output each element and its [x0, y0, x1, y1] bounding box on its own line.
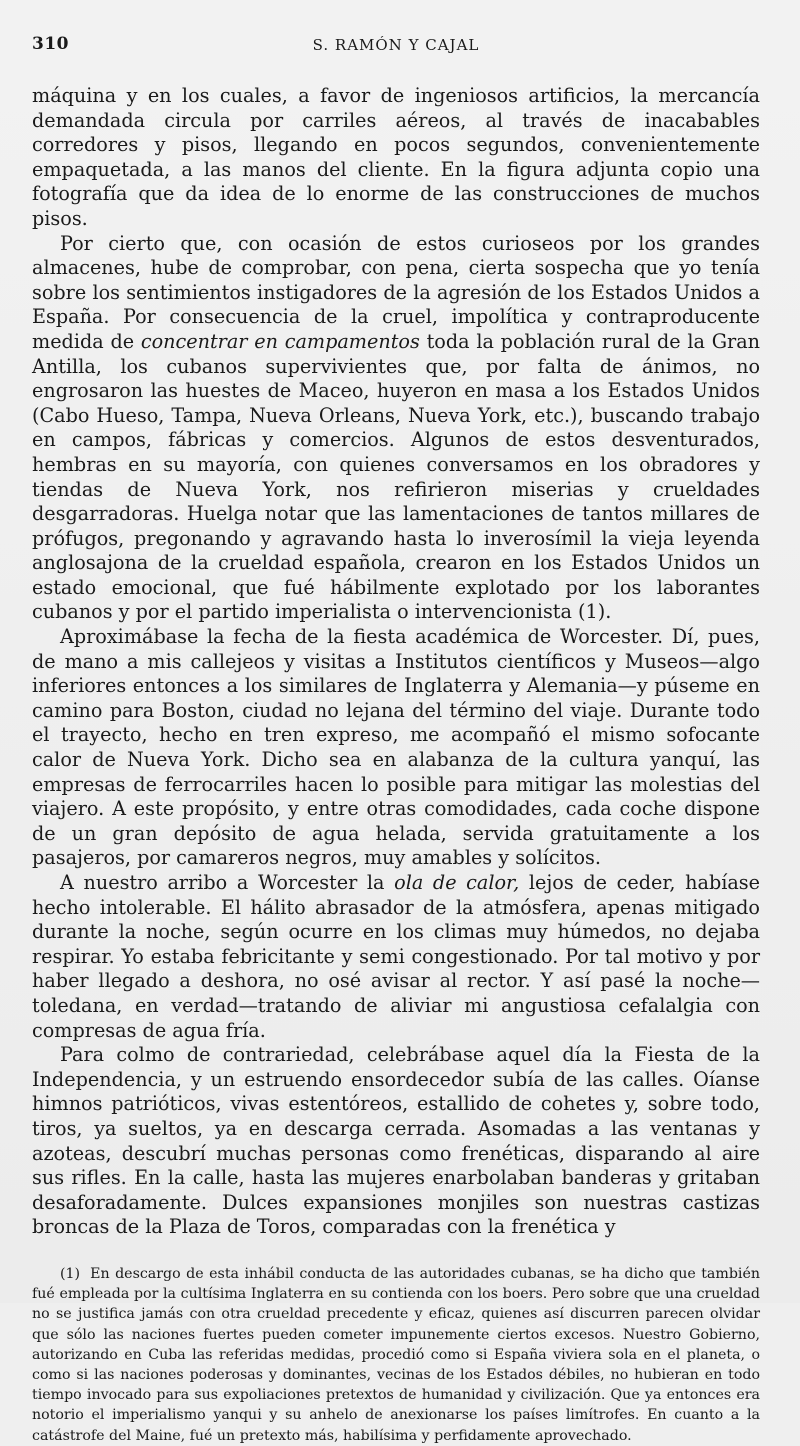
- footnote-marker: (1): [60, 1265, 81, 1282]
- footnote-text: En descargo de esta inhábil conducta de las autoridades cubanas, se ha dicho que también fué empleada por la cultísima Inglaterra en su contienda con los boers. Pero sobre que una crueldad no se justifica jamás con otra crueldad precedente y eficaz, quienes así discurren parecen olvidar que sólo las naciones fuertes pueden cometer impunemente ciertos excesos. Nuestro Gobierno, autorizando en Cuba las referidas medidas, procedió como si España viviera sola en el planeta, o como si las naciones poderosas y dominantes, vecinas de los Estados débiles, no hubieran en todo tiempo invocado para sus expoliaciones pretextos de humanidad y civilización. Que ya entonces era notorio el imperialismo yanqui y su anhelo de anexionarse los países limítrofes. En cuanto a la catástrofe del Maine, fué un pretexto más, habilísima y perfidamente aprovechado.: [32, 1265, 760, 1444]
- body-text: [32, 84, 760, 1240]
- paragraph-text: A nuestro arribo a Worcester la: [60, 871, 395, 894]
- emphasis-text: ola de calor,: [394, 871, 520, 894]
- emphasis-text: concentrar en campamentos: [140, 329, 420, 353]
- paragraph-text: Por cierto que, con ocasión de estos curioseos por los grandes almacenes, hube de comprobar, con pena, cierta sospecha que yo tenía sobre los sentimientos instigadores de la agresión de los Estados Unidos a España. Por consecuencia de la cruel, impolítica y contraproducente medida de: [32, 231, 760, 353]
- paragraph: máquina y en los cuales, a favor de ingeniosos artificios, la mercancía demandada circula por carriles aéreos, al través de inacabables corredores y pisos, llegando en pocos segundos, convenientemente empaquetada, a las manos del cliente. En la figura adjunta copio una fotografía que da idea de lo enorme de las construcciones de muchos pisos.: [32, 84, 760, 230]
- footnote-paragraph: [32, 1264, 760, 1446]
- paragraph-text: toda la población rural de la Gran Antilla, los cubanos supervivientes que, por falta de ánimos, no engrosaron las huestes de Maceo, huyeron en masa a los Estados Unidos (Cabo Hueso, Tampa, Nueva Orleans, Nueva York, etc.), buscando trabajo en campos, fábricas y comercios. Algunos de estos desventurados, hembras en su mayoría, con quienes conversamos en los obradores y tiendas de Nueva York, nos refirieron miserias y crueldades desgarradoras. Huelga notar que las lamentaciones de tantos millares de prófugos, pregonando y agravando hasta lo inverosímil la vieja leyenda anglosajona de la crueldad española, crearon en los Estados Unidos un estado emocional, que fué hábilmente explotado por los laborantes cubanos y por el partido imperialista o intervencionista (1).: [32, 329, 760, 624]
- running-head: S. RAMÓN Y CAJAL: [312, 36, 480, 54]
- paragraph: Aproximábase la fecha de la fiesta académica de Worcester. Dí, pues, de mano a mis callejeos y visitas a Institutos científicos y Museos—algo inferiores entonces a los similares de Inglaterra y Alemania—y púseme en camino para Boston, ciudad no lejana del término del viaje. Durante todo el trayecto, hecho en tren expreso, me acompañó el mismo sofocante calor de Nueva York. Dicho sea en alabanza de la cultura yanquí, las empresas de ferrocarriles hacen lo posible para mitigar las molestias del viajero. A este propósito, y entre otras comodidades, cada coche dispone de un gran depósito de agua helada, servida gratuitamente a los pasajeros, por camareros negros, muy amables y solícitos.: [32, 625, 760, 870]
- page-number: 310: [32, 34, 69, 54]
- footnote: [32, 1264, 760, 1446]
- paragraph: [32, 871, 760, 1043]
- paragraph: [32, 232, 760, 626]
- page-header: [32, 34, 760, 62]
- paragraph-text: lejos de ceder, habíase hecho intolerable. El hálito abrasador de la atmósfera, apenas mitigado durante la noche, según ocurre en los climas muy húmedos, no dejaba respirar. Yo estaba febricitante y semi congestionado. Por tal motivo y por haber llegado a deshora, no osé avisar al rector. Y así pasé la noche—toledana, en verdad—tratando de aliviar mi angustiosa cefalalgia con compresas de agua fría.: [32, 871, 761, 1042]
- paragraph: Para colmo de contrariedad, celebrábase aquel día la Fiesta de la Independencia, y un estruendo ensordecedor subía de las calles. Oíanse himnos patrióticos, vivas estentóreos, estallido de cohetes y, sobre todo, tiros, ya sueltos, ya en descarga cerrada. Asomadas a las ventanas y azoteas, descubrí muchas personas como frenéticas, disparando al aire sus rifles. En la calle, hasta las mujeres enarbolaban banderas y gritaban desaforadamente. Dulces expansiones monjiles son nuestras castizas broncas de la Plaza de Toros, comparadas con la frenética y: [32, 1043, 760, 1239]
